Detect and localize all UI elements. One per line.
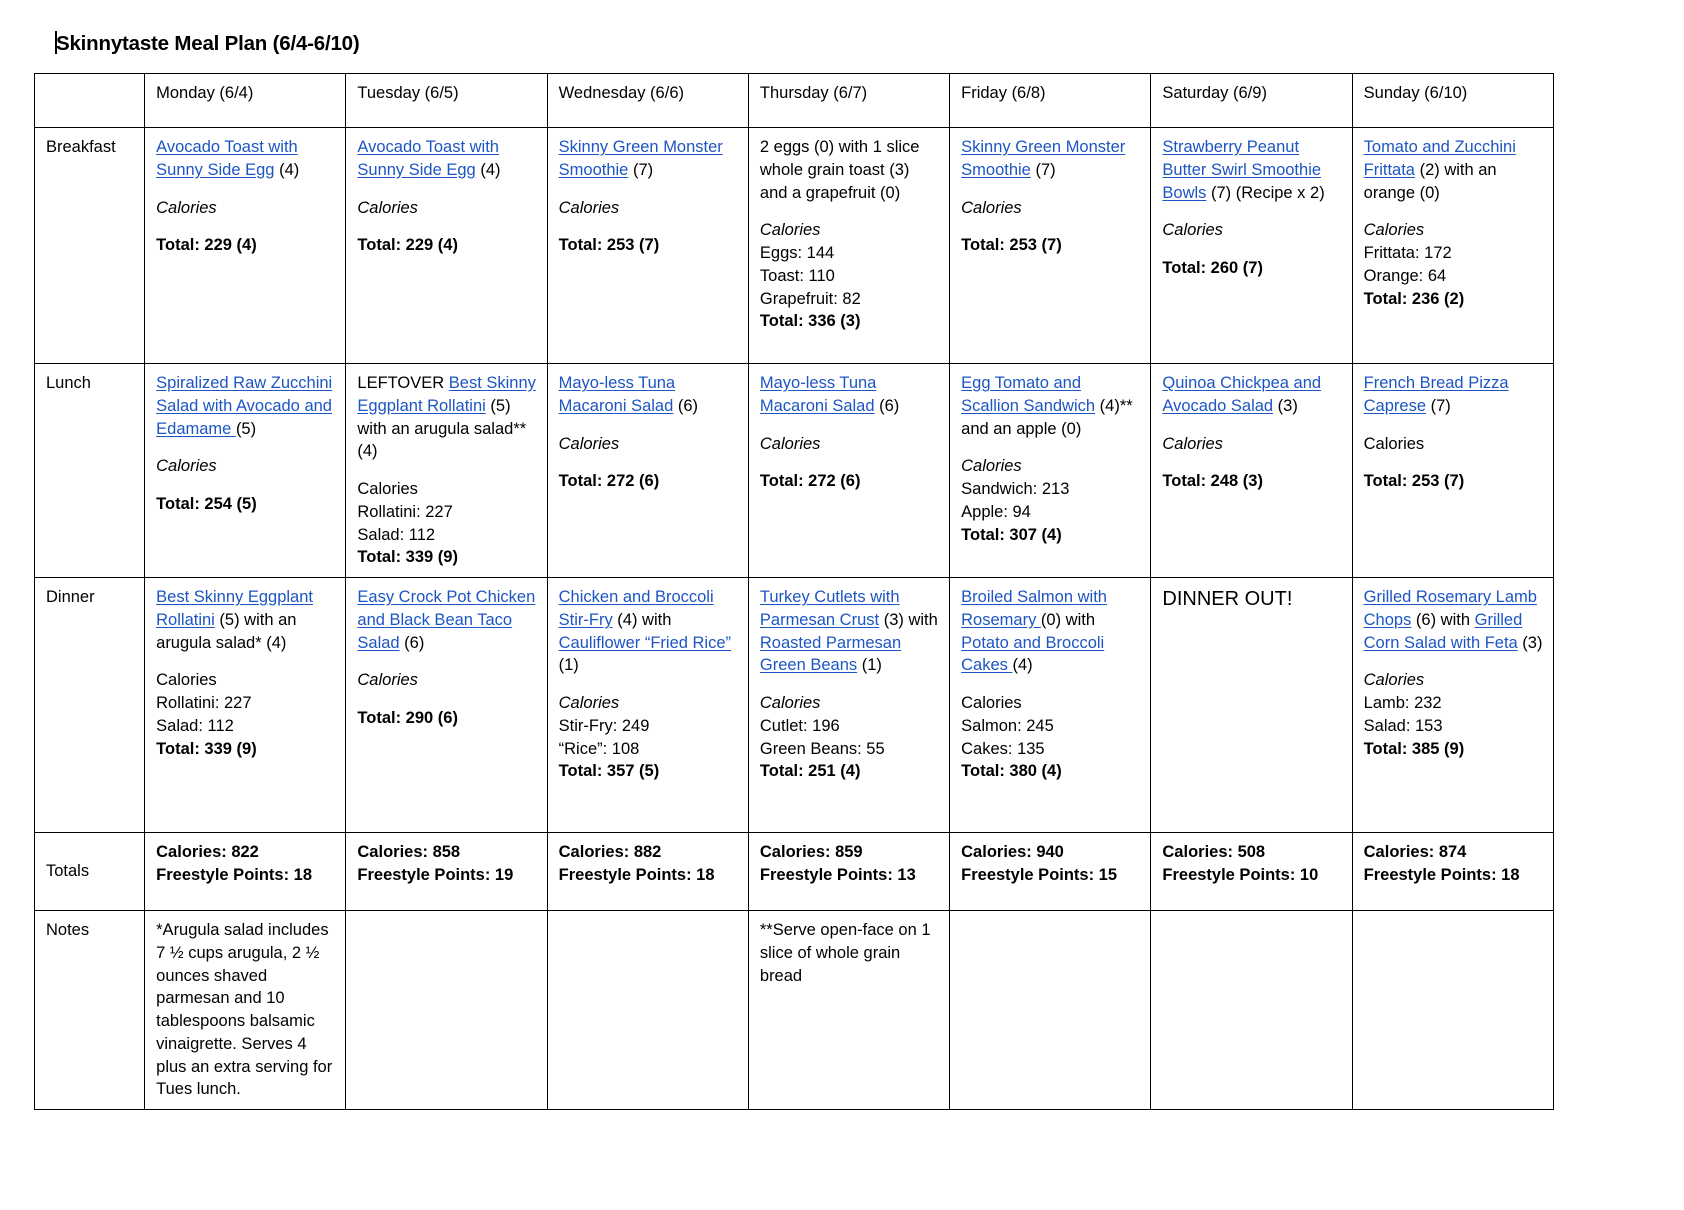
calorie-line: Apple: 94 [961,502,1031,521]
calorie-line: Salad: 153 [1363,716,1443,735]
meal-total: Total: 229 (4) [156,236,257,255]
calories-label: Calories [357,671,418,690]
recipe-link-secondary[interactable]: Cauliflower “Fried Rice” [558,633,732,652]
row-label-lunch: Lunch [35,364,145,578]
meal-total: Total: 290 (6) [357,709,458,728]
points-suffix: (6) [399,633,425,652]
leftover-prefix: LEFTOVER [357,374,449,392]
cell-breakfast-sunday [1352,128,1553,364]
meal-total: Total: 251 (4) [759,762,861,781]
meal-total: Total: 336 (3) [759,312,861,331]
recipe-link[interactable]: Quinoa Chickpea and Avocado Salad [1162,374,1322,415]
page-title: Skinnytaste Meal Plan (6/4-6/10) [56,32,360,55]
table-row-breakfast [35,128,1554,364]
calories-label: Calories [1162,221,1223,240]
meal-total: Total: 380 (4) [961,762,1062,781]
meal-total: Total: 253 (7) [558,236,660,255]
calorie-line: Rollatini: 227 [156,694,252,713]
points-suffix: (7) [1426,396,1451,415]
meal-description: 2 eggs (0) with 1 slice whole grain toast (3) and a grapefruit (0) [759,138,920,202]
cell-totals-sunday [1352,833,1553,911]
recipe-link-secondary[interactable]: Grilled Corn Salad with Feta [1363,610,1523,652]
total-points: Freestyle Points: 13 [759,865,916,884]
calorie-line: Frittata: 172 [1363,244,1452,263]
points-suffix: (1) [857,656,882,675]
recipe-link[interactable]: Avocado Toast with Sunny Side Egg [156,138,298,179]
meal-total: Total: 248 (3) [1162,472,1263,491]
cell-lunch-sunday [1352,364,1553,578]
cell-breakfast-saturday [1151,128,1352,364]
column-header-monday: Monday (6/4) [145,74,346,128]
cell-totals-saturday [1151,833,1352,911]
recipe-link[interactable]: Tomato and Zucchini Frittata [1363,138,1516,179]
recipe-link[interactable]: Avocado Toast with Sunny Side Egg [357,138,499,179]
calories-label: Calories [961,198,1022,217]
total-calories: Calories: 858 [357,843,461,862]
cell-dinner-wednesday [547,578,748,833]
cell-lunch-monday [145,364,346,578]
column-header-saturday: Saturday (6/9) [1151,74,1352,128]
table-row-notes [35,911,1554,1110]
table-row-lunch [35,364,1554,578]
points-suffix: (3) [1517,633,1543,652]
cell-dinner-monday [145,578,346,833]
points-suffix: (7) [1030,160,1056,179]
meal-total: Total: 253 (7) [961,236,1062,255]
row-label-dinner: Dinner [35,578,145,833]
calories-label: Calories [156,457,217,476]
cell-notes-saturday [1151,911,1352,1110]
points-suffix: (5) with an arugula salad* (4) [156,610,297,652]
cell-totals-wednesday [547,833,748,911]
cell-totals-tuesday [346,833,547,911]
calorie-line: Salmon: 245 [961,716,1054,735]
recipe-link[interactable]: Skinny Green Monster Smoothie [961,138,1126,179]
meal-total: Total: 229 (4) [357,236,458,255]
points-suffix: (6) [673,396,699,415]
cell-totals-thursday [748,833,949,911]
recipe-link[interactable]: Broiled Salmon with Rosemary [961,588,1107,629]
calorie-line: Salad: 112 [156,716,234,735]
calories-label: Calories [1162,434,1223,453]
calorie-line: Cutlet: 196 [759,716,840,735]
meal-total: Total: 339 (9) [156,739,257,758]
total-calories: Calories: 940 [961,843,1064,862]
corner-cell [35,74,145,128]
row-label-notes: Notes [35,911,145,1110]
table-header-row [35,74,1554,128]
column-header-friday: Friday (6/8) [950,74,1151,128]
cell-dinner-friday [950,578,1151,833]
calorie-line: Lamb: 232 [1363,694,1442,713]
calories-label: Calories [759,434,821,453]
points-suffix: (4)** and an apple (0) [961,396,1133,438]
meal-total: Total: 253 (7) [1363,472,1465,491]
cell-totals-monday [145,833,346,911]
meal-total: Total: 272 (6) [558,472,660,491]
column-header-wednesday: Wednesday (6/6) [547,74,748,128]
row-label-totals: Totals [35,833,145,911]
page-bottom-edge [0,1196,1684,1210]
calories-label: Calories [156,198,217,217]
cell-breakfast-friday [950,128,1151,364]
cell-notes-friday [950,911,1151,1110]
calories-label: Calories [961,694,1022,713]
connector-text: (4) with [612,610,672,629]
recipe-link-secondary[interactable]: Potato and Broccoli Cakes [961,633,1105,675]
cell-dinner-thursday [748,578,949,833]
cell-notes-monday [145,911,346,1110]
calories-label: Calories [357,480,418,499]
connector-text: (6) with [1411,610,1475,629]
points-suffix: (6) [874,396,900,415]
calorie-line: “Rice”: 108 [558,739,640,758]
row-label-breakfast: Breakfast [35,128,145,364]
calorie-line: Cakes: 135 [961,739,1045,758]
cell-dinner-saturday [1151,578,1352,833]
recipe-link[interactable]: Grilled Rosemary Lamb Chops [1363,588,1537,629]
cell-totals-friday [950,833,1151,911]
cell-dinner-sunday [1352,578,1553,833]
table-row-totals [35,833,1554,911]
cell-breakfast-tuesday [346,128,547,364]
points-suffix: (2) with an orange (0) [1363,160,1497,202]
cell-breakfast-monday [145,128,346,364]
total-points: Freestyle Points: 18 [1363,865,1520,884]
points-suffix: (3) [1273,396,1298,415]
calories-label: Calories [156,671,217,690]
total-points: Freestyle Points: 18 [558,865,715,884]
total-points: Freestyle Points: 15 [961,865,1118,884]
calories-label: Calories [759,221,821,240]
table-row-dinner [35,578,1554,833]
total-calories: Calories: 508 [1162,843,1266,862]
calories-label: Calories [558,434,620,453]
column-header-thursday: Thursday (6/7) [748,74,949,128]
total-calories: Calories: 882 [558,843,662,862]
connector-text: (0) with [1040,610,1096,629]
recipe-link[interactable]: Strawberry Peanut Butter Swirl Smoothie Bowls [1162,138,1322,202]
recipe-link[interactable]: Easy Crock Pot Chicken and Black Bean Taco Salad [357,588,536,652]
calorie-line: Green Beans: 55 [759,739,885,758]
meal-total: Total: 339 (9) [357,548,458,567]
points-suffix: (4) [1012,656,1033,675]
calorie-line: Toast: 110 [759,266,835,285]
recipe-link[interactable]: French Bread Pizza Caprese [1363,374,1509,415]
recipe-link[interactable]: Mayo-less Tuna Macaroni Salad [759,374,877,415]
points-suffix: (4) [475,160,501,179]
cell-breakfast-thursday [748,128,949,364]
column-header-tuesday: Tuesday (6/5) [346,74,547,128]
cell-notes-tuesday [346,911,547,1110]
cell-lunch-thursday [748,364,949,578]
meal-total: Total: 236 (2) [1363,289,1465,308]
cell-lunch-friday [950,364,1151,578]
total-calories: Calories: 822 [156,843,259,862]
calorie-line: Sandwich: 213 [961,480,1070,499]
cell-notes-sunday [1352,911,1553,1110]
meal-total: Total: 357 (5) [558,762,660,781]
dinner-out-note: DINNER OUT! [1162,588,1293,611]
note-text: **Serve open-face on 1 slice of whole grain bread [759,921,931,985]
note-text: *Arugula salad includes 7 ½ cups arugula, 2 ½ ounces shaved parmesan and 10 tablespoons balsamic vinaigrette. Serves 4 plus an extra serving for Tues lunch. [156,921,333,1099]
total-calories: Calories: 859 [759,843,863,862]
calories-label: Calories [558,694,620,713]
meal-total: Total: 272 (6) [759,472,861,491]
cell-notes-wednesday [547,911,748,1110]
calories-label: Calories [558,198,620,217]
calories-label: Calories [1363,671,1425,690]
cell-dinner-tuesday [346,578,547,833]
meal-total: Total: 385 (9) [1363,739,1465,758]
total-points: Freestyle Points: 19 [357,865,514,884]
total-calories: Calories: 874 [1363,843,1467,862]
meal-total: Total: 260 (7) [1162,259,1263,278]
calories-label: Calories [1363,434,1425,453]
recipe-link[interactable]: Best Skinny Eggplant Rollatini [357,374,536,415]
column-header-sunday: Sunday (6/10) [1352,74,1553,128]
recipe-link[interactable]: Mayo-less Tuna Macaroni Salad [558,374,676,415]
cell-lunch-wednesday [547,364,748,578]
connector-text: (3) with [879,610,938,629]
meal-total: Total: 254 (5) [156,495,257,514]
recipe-link[interactable]: Best Skinny Eggplant Rollatini [156,588,313,629]
total-points: Freestyle Points: 18 [156,865,313,884]
meal-total: Total: 307 (4) [961,525,1062,544]
points-suffix: (7) (Recipe x 2) [1206,183,1325,202]
calories-label: Calories [357,198,418,217]
points-suffix: (1) [558,656,579,675]
calorie-line: Grapefruit: 82 [759,289,861,308]
recipe-link[interactable]: Chicken and Broccoli Stir-Fry [558,588,714,629]
total-points: Freestyle Points: 10 [1162,865,1319,884]
recipe-link[interactable]: Egg Tomato and Scallion Sandwich [961,374,1096,415]
calorie-line: Eggs: 144 [759,244,835,263]
calorie-line: Orange: 64 [1363,266,1447,285]
calorie-line: Salad: 112 [357,525,436,544]
calories-label: Calories [1363,221,1425,240]
calorie-line: Stir-Fry: 249 [558,716,650,735]
calorie-line: Rollatini: 227 [357,502,453,521]
points-suffix: (4) [274,160,300,179]
recipe-link-secondary[interactable]: Roasted Parmesan Green Beans [759,633,902,675]
cell-lunch-tuesday [346,364,547,578]
recipe-link[interactable]: Turkey Cutlets with Parmesan Crust [759,588,900,629]
meal-plan-table [34,73,1554,1110]
recipe-link[interactable]: Skinny Green Monster Smoothie [558,138,723,179]
calories-label: Calories [961,457,1022,476]
points-suffix: (5) with an arugula salad** (4) [357,396,527,461]
points-suffix: (5) [235,419,257,438]
cell-breakfast-wednesday [547,128,748,364]
points-suffix: (7) [628,160,654,179]
calories-label: Calories [759,694,821,713]
cell-lunch-saturday [1151,364,1352,578]
recipe-link[interactable]: Spiralized Raw Zucchini Salad with Avocado and Edamame [156,374,333,438]
cell-notes-thursday [748,911,949,1110]
